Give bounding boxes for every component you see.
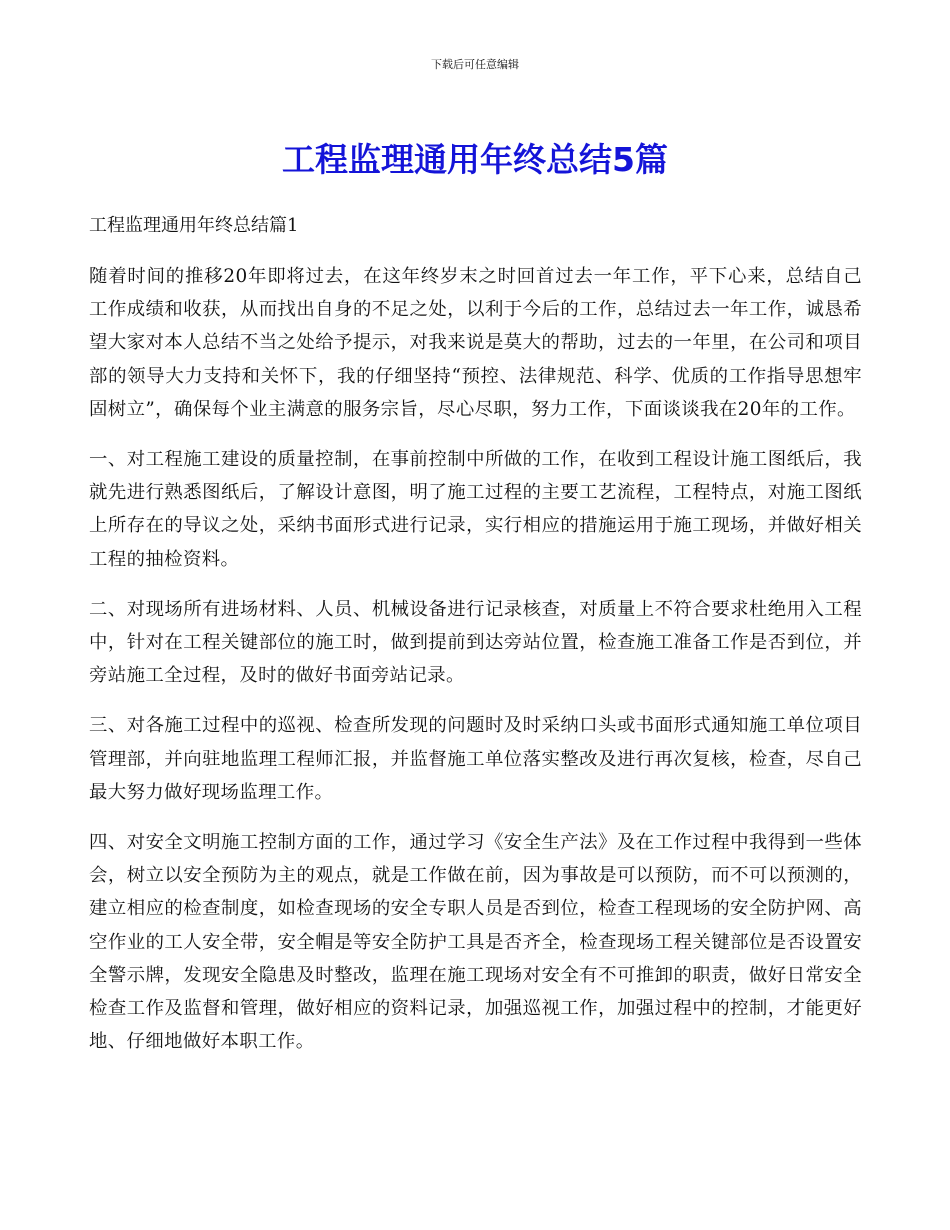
header-note: 下载后可任意编辑 xyxy=(431,58,519,71)
paragraph-inspection: 三、对各施工过程中的巡视、检查所发现的问题时及时采纳口头或书面形式通知施工单位项目管理部，并向驻地监理工程师汇报，并监督施工单位落实整改及进行再次复核，检查，尽自己最大努力做好现场监理工作。 xyxy=(89,715,862,803)
paragraph-safety: 四、对安全文明施工控制方面的工作，通过学习《安全生产法》及在工作过程中我得到一些体会，树立以安全预防为主的观点，就是工作做在前，因为事故是可以预防，而不可以预测的，建立相应的检查制度，如检查现场的安全专职人员是否到位，检查工程现场的安全防护网、高空作业的工人安全带，安全帽是等安全防护工具是否齐全，检查现场工程关键部位是否设置安全警示牌，发现安全隐患及时整改，监理在施工现场对安全有不可推卸的职责，做好日常安全检查工作及监督和管理，做好相应的资料记录，加强巡视工作，加强过程中的控制，才能更好地、仔细地做好本职工作。 xyxy=(89,832,862,1053)
document-body xyxy=(89,210,862,1075)
section-heading: 工程监理通用年终总结篇1 xyxy=(89,215,299,236)
document-title: 工程监理通用年终总结5篇 xyxy=(282,140,668,179)
paragraph-quality-control: 一、对工程施工建设的质量控制，在事前控制中所做的工作，在收到工程设计施工图纸后，我就先进行熟悉图纸后，了解设计意图，明了施工过程的主要工艺流程，工程特点，对施工图纸上所存在的导议之处，采纳书面形式进行记录，实行相应的措施运用于施工现场，并做好相关工程的抽检资料。 xyxy=(89,449,862,570)
paragraph-material-check: 二、对现场所有进场材料、人员、机械设备进行记录核查，对质量上不符合要求杜绝用入工程中，针对在工程关键部位的施工时，做到提前到达旁站位置，检查施工准备工作是否到位，并旁站施工全过程，及时的做好书面旁站记录。 xyxy=(89,598,862,687)
paragraph-intro: 随着时间的推移20年即将过去，在这年终岁末之时回首过去一年工作，平下心来，总结自己工作成绩和收获，从而找出自身的不足之处，以利于今后的工作，总结过去一年工作，诚恳希望大家对本人总结不当之处给予提示，对我来说是莫大的帮助，过去的一年里，在公司和项目部的领导大力支持和关怀下，我的仔细坚持“预控、法律规范、科学、优质的工作指导思想牢固树立”，确保每个业主满意的服务宗旨，尽心尽职，努力工作，下面谈谈我在20年的工作。 xyxy=(89,266,862,420)
